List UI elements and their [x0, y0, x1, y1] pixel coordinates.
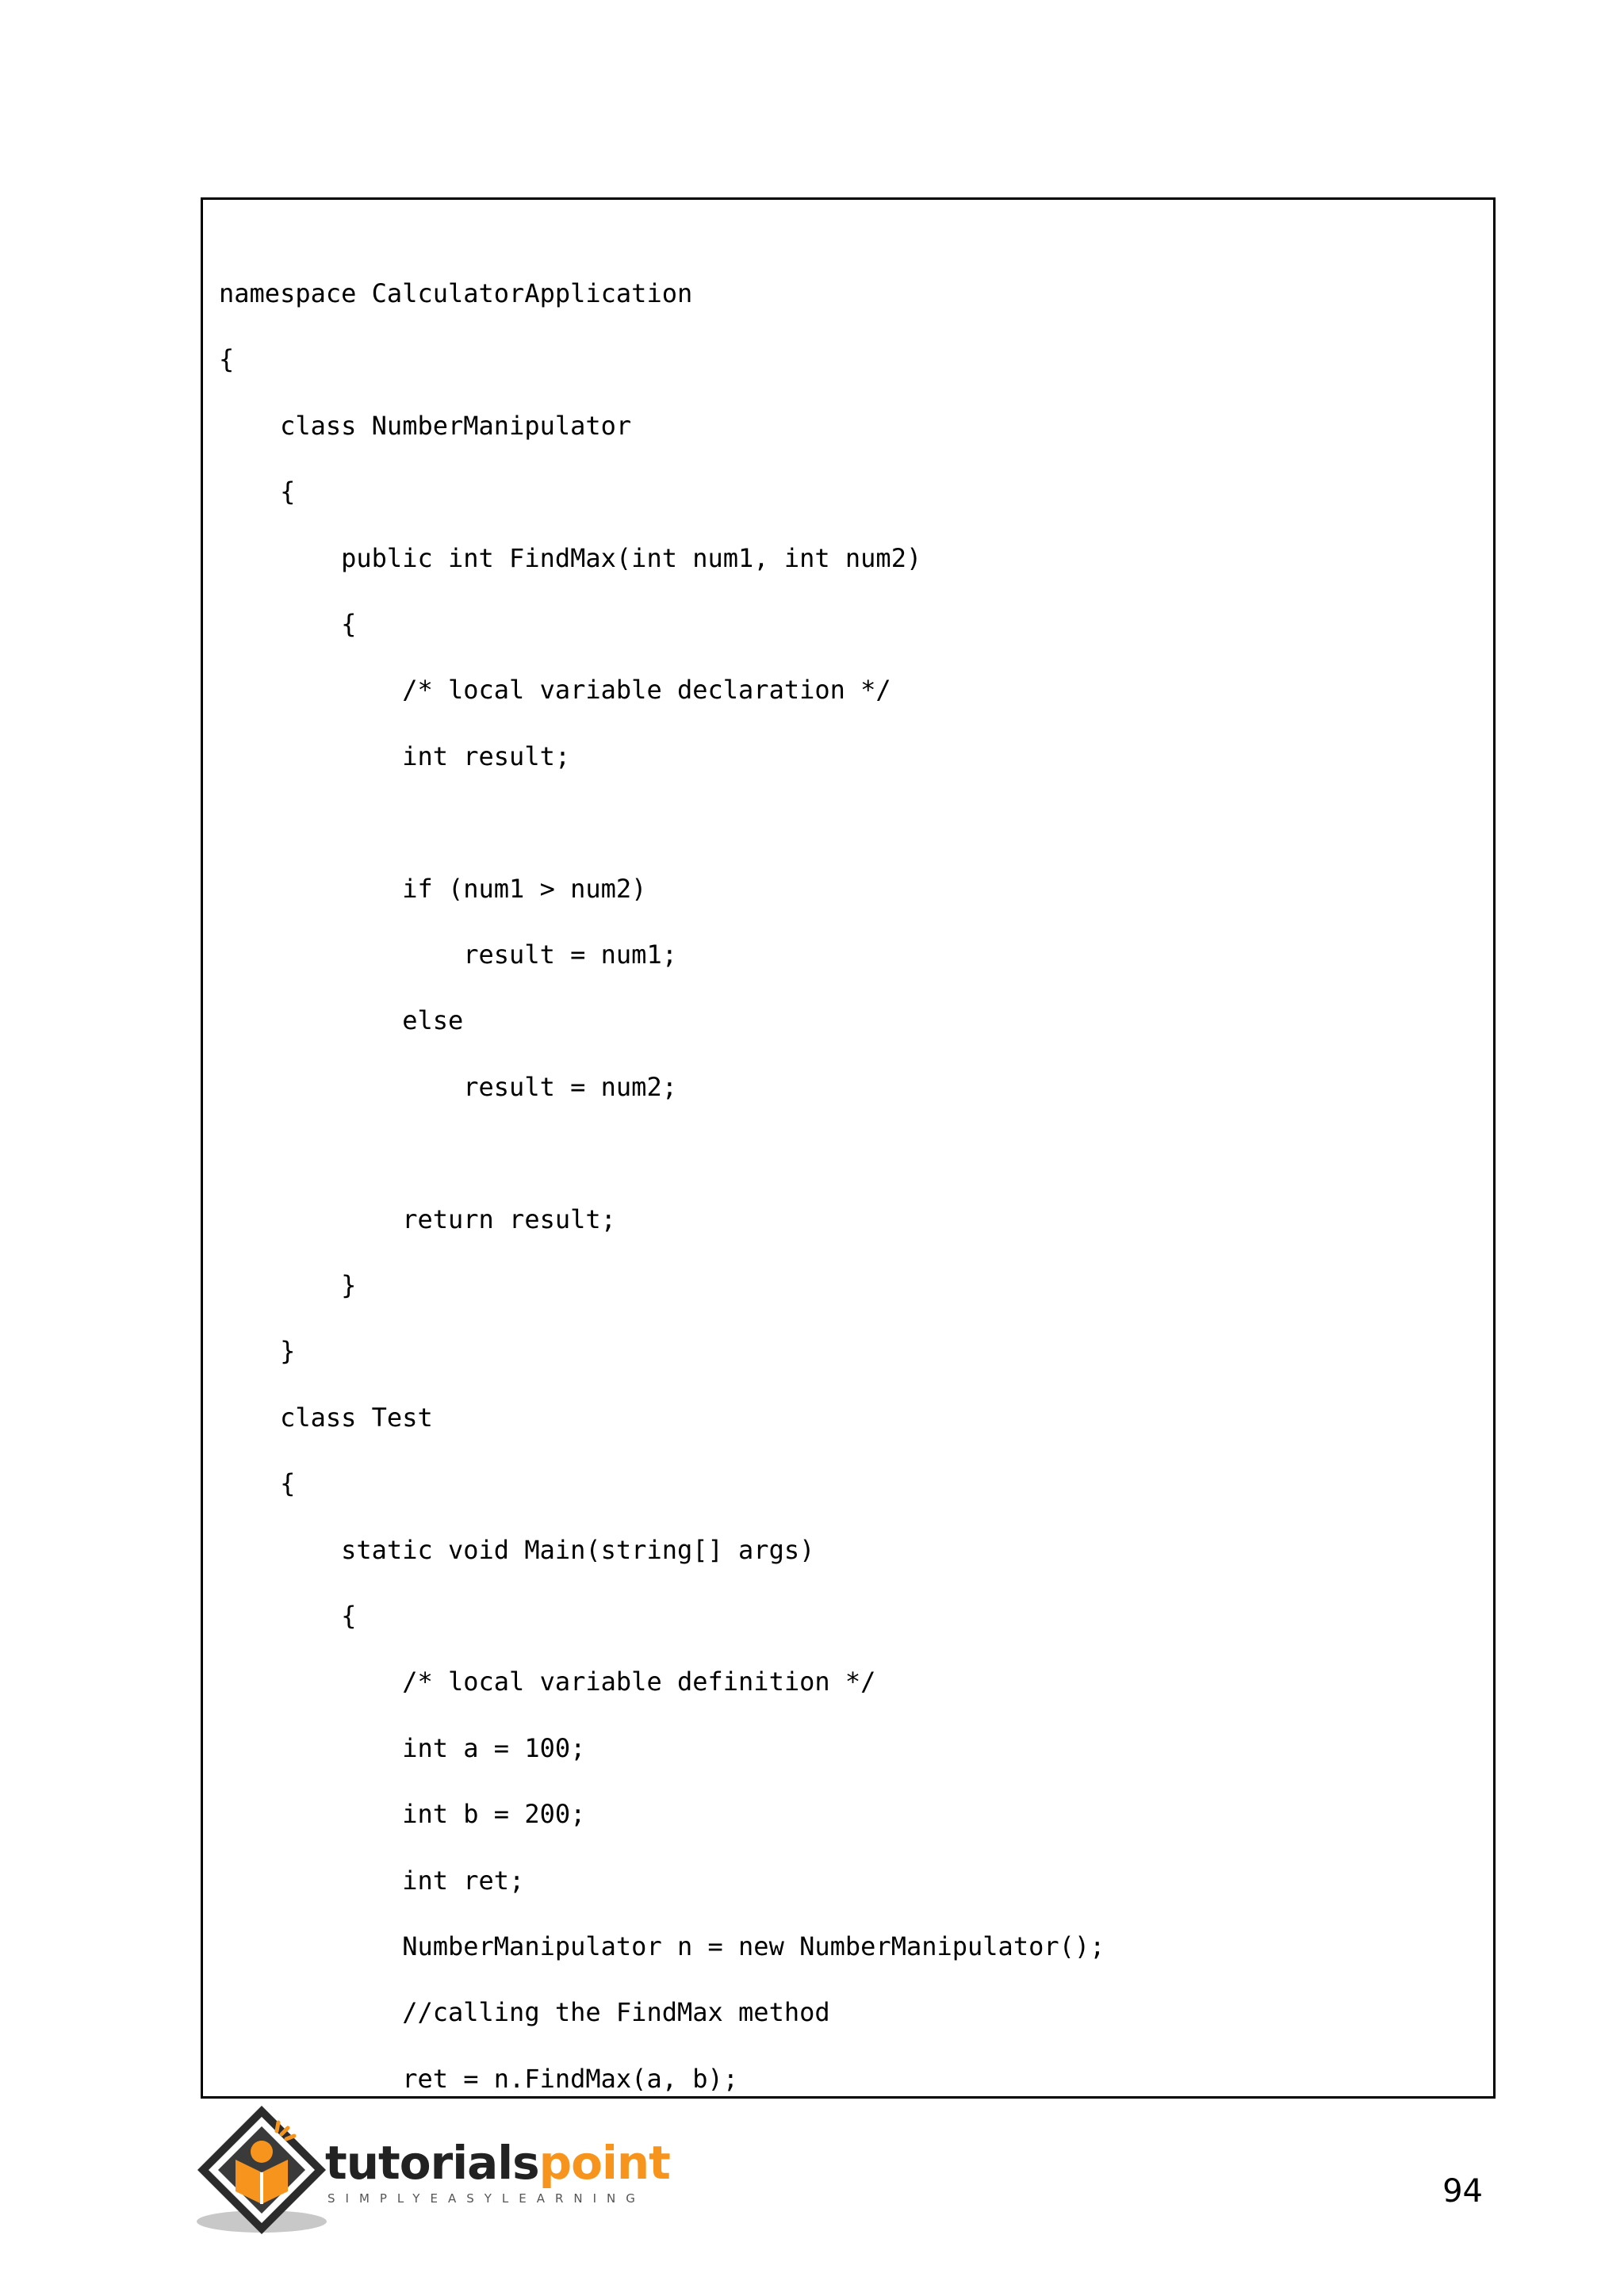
- code-block: [201, 197, 1496, 2099]
- logo-wordmark: [325, 2136, 670, 2190]
- page-number: 94: [1442, 2173, 1483, 2210]
- code-line: /* local variable definition */: [219, 1667, 876, 1697]
- code-line: {: [219, 476, 296, 507]
- code-line: NumberManipulator n = new NumberManipulator();: [219, 1931, 1105, 1961]
- code-line: class NumberManipulator: [219, 411, 632, 441]
- code-line: public int FindMax(int num1, int num2): [219, 543, 922, 573]
- code-line: {: [219, 1468, 296, 1498]
- code-line: {: [219, 609, 357, 639]
- code-line: {: [219, 1601, 357, 1631]
- code-line: int b = 200;: [219, 1799, 586, 1829]
- code-line: static void Main(string[] args): [219, 1535, 815, 1565]
- code-line: return result;: [219, 1204, 616, 1234]
- code-line: }: [219, 1270, 357, 1300]
- logo-word-part2: point: [538, 2136, 670, 2190]
- logo-diamond-icon: [194, 2103, 329, 2237]
- code-line: //calling the FindMax method: [219, 1997, 830, 2027]
- tutorialspoint-logo: [194, 2103, 670, 2237]
- code-line: {: [219, 344, 235, 374]
- code-line: }: [219, 1336, 296, 1366]
- code-line: class Test: [219, 1402, 433, 1433]
- code-lines: [203, 200, 1493, 2096]
- code-line: if (num1 > num2): [219, 874, 647, 904]
- code-line: int ret;: [219, 1866, 525, 1896]
- code-line: result = num1;: [219, 939, 677, 970]
- code-line: /* local variable declaration */: [219, 675, 891, 705]
- code-line: ret = n.FindMax(a, b);: [219, 2064, 739, 2094]
- code-line: namespace CalculatorApplication: [219, 278, 693, 308]
- code-line: int result;: [219, 741, 571, 771]
- code-line: result = num2;: [219, 1072, 677, 1102]
- logo-word-part1: tutorials: [325, 2136, 539, 2190]
- code-line: else: [219, 1005, 464, 1035]
- logo-tagline: SIMPLYEASYLEARNING: [327, 2191, 645, 2206]
- code-line: int a = 100;: [219, 1733, 586, 1763]
